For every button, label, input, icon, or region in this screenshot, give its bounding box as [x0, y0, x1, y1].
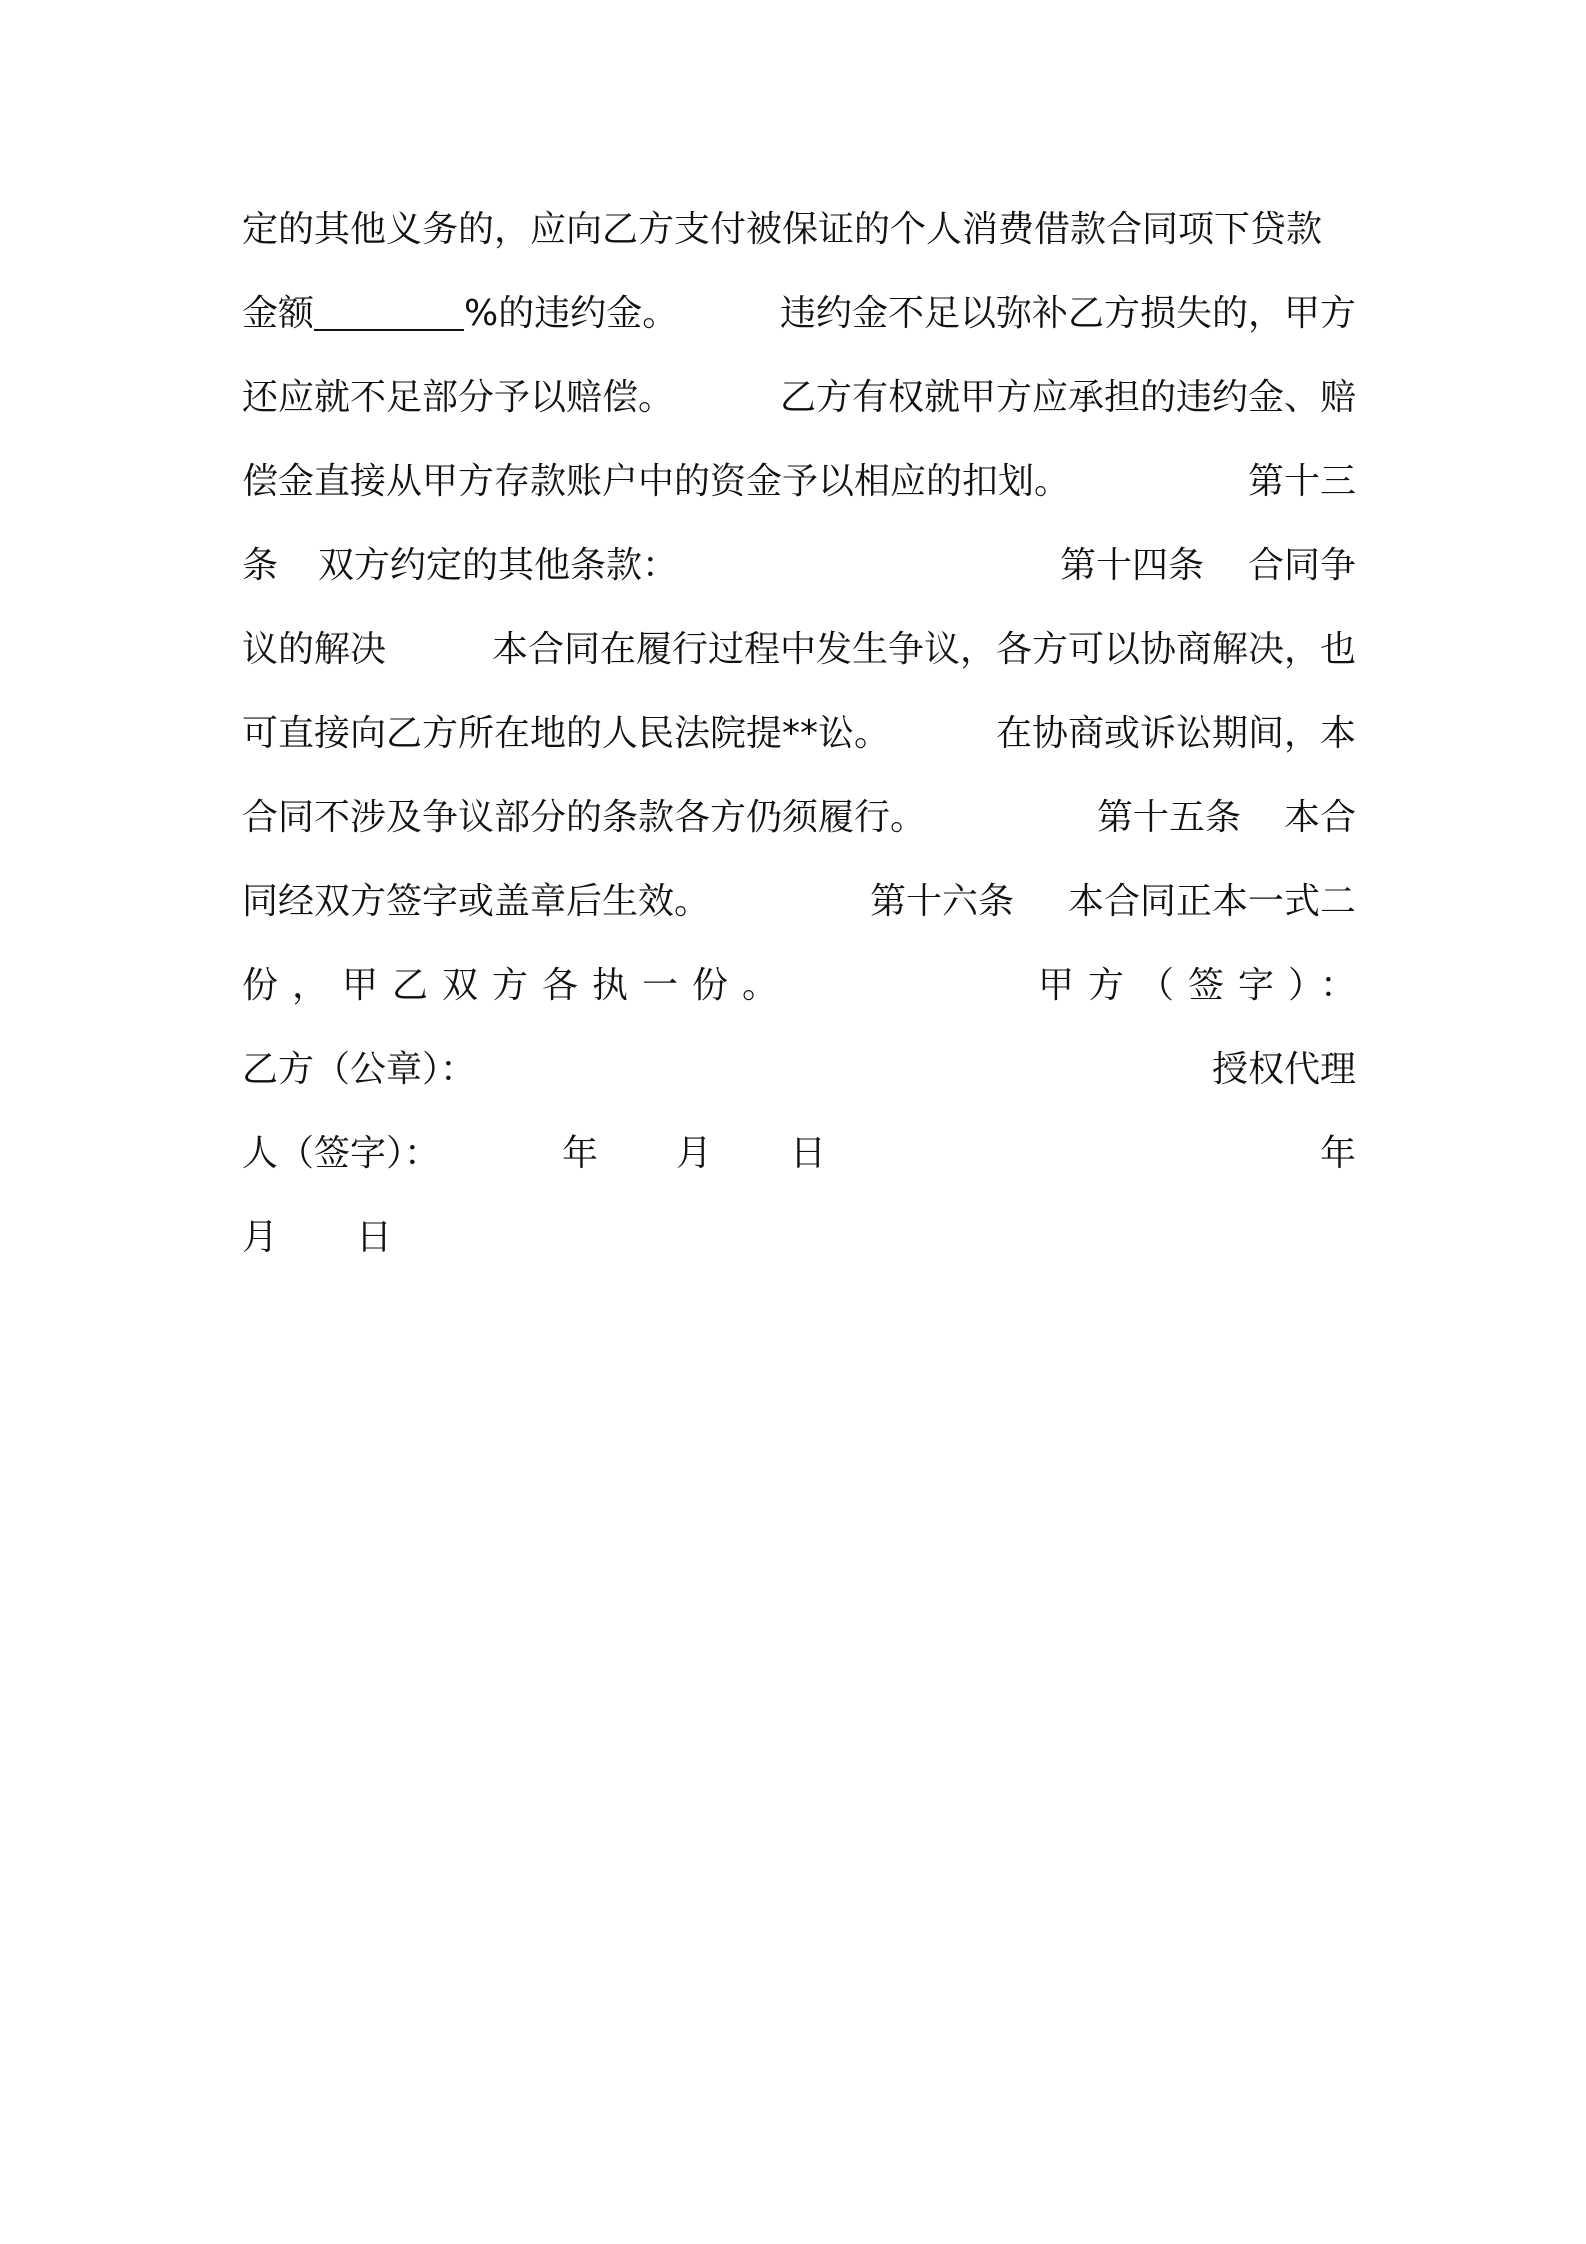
article-title: 合同争 [1247, 545, 1356, 586]
article-heading: 条 [242, 545, 279, 586]
party-b-seal-label: 乙方（公章）： [242, 1049, 477, 1090]
text-line-4 [242, 452, 1356, 512]
text-segment: %的违约金。 [464, 293, 679, 334]
text-segment: 授权代理 [1211, 1049, 1356, 1090]
party-a-signature-label: 甲方（签字）： [1037, 965, 1370, 1006]
text-line-1 [242, 200, 1356, 260]
text-segment: 份，甲乙双方各执一份。 [242, 965, 793, 1006]
date-year-label: 年 [562, 1133, 599, 1174]
text-segment: 偿金直接从甲方存款账户中的资金予以相应的扣划。 [242, 461, 1071, 502]
date-year-label: 年 [1319, 1133, 1356, 1174]
text-line-9 [242, 872, 1356, 932]
text-segment: 还应就不足部分予以赔偿。 [242, 377, 675, 418]
date-month-label: 月 [242, 1217, 279, 1258]
text-line-5 [242, 536, 1356, 596]
text-line-12 [242, 1124, 1356, 1184]
date-day-label: 日 [790, 1133, 827, 1174]
date-month-label: 月 [676, 1133, 713, 1174]
text-line-8 [242, 788, 1356, 848]
text-line-3 [242, 368, 1356, 428]
article-heading: 第十三 [1247, 461, 1356, 502]
article-title: 议的解决 [242, 629, 387, 670]
text-segment: 本合同正本一式二 [1067, 881, 1356, 922]
text-segment: 合同不涉及争议部分的条款各方仍须履行。 [242, 797, 927, 838]
text-segment: 定的其他义务的，应向乙方支付被保证的个人消费借款合同项下贷款 [242, 209, 1323, 250]
text-segment: 本合同在履行过程中发生争议，各方可以协商解决，也 [491, 629, 1356, 670]
text-segment [242, 284, 678, 344]
article-heading: 第十五条 [1097, 797, 1242, 838]
article-title: 双方约定的其他条款： [318, 545, 679, 586]
fill-in-blank [314, 293, 464, 331]
text-segment: 本合 [1283, 797, 1356, 838]
text-segment: 在协商或诉讼期间，本 [995, 713, 1356, 754]
text-line-6 [242, 620, 1356, 680]
text-line-7 [242, 704, 1356, 764]
text-segment: 乙方有权就甲方应承担的违约金、赔 [779, 377, 1356, 418]
date-day-label: 日 [356, 1217, 393, 1258]
text-line-13 [242, 1208, 1356, 1268]
text-line-2 [242, 284, 1356, 344]
text-line-10 [242, 956, 1370, 1016]
article-heading: 第十六条 [870, 881, 1015, 922]
article-heading: 第十四条 [1060, 545, 1205, 586]
text-segment: 违约金不足以弥补乙方损失的，甲方 [779, 293, 1356, 334]
text-line-11 [242, 1040, 1356, 1100]
text-segment: 金额 [242, 293, 315, 334]
text-segment: 可直接向乙方所在地的人民法院提**讼。 [242, 713, 891, 754]
agent-signature-label: 人（签字）： [242, 1133, 441, 1174]
text-segment: 同经双方签字或盖章后生效。 [242, 881, 711, 922]
